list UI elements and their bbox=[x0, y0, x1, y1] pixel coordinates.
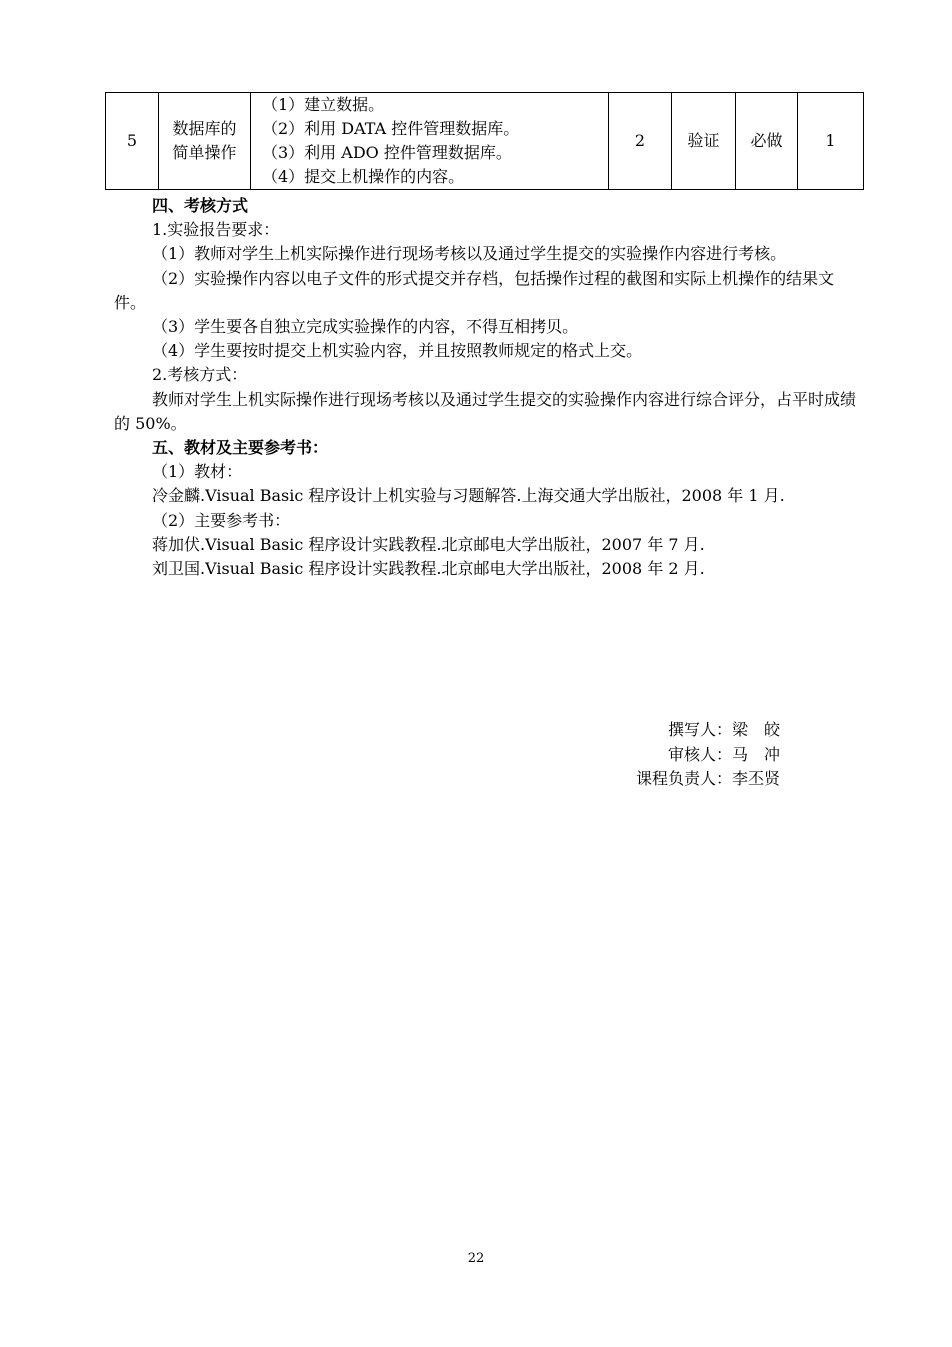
reference-entry: 刘卫国.Visual Basic 程序设计实践教程.北京邮电大学出版社，2008 年 2 月. bbox=[152, 559, 705, 579]
experiment-hours: 2 bbox=[609, 93, 672, 190]
section-heading-books: 五、教材及主要参考书： bbox=[152, 438, 329, 458]
requirement-4: （4）学生要按时提交上机实验内容，并且按照教师规定的格式上交。 bbox=[152, 341, 643, 361]
requirement-1: （1）教师对学生上机实际操作进行现场考核以及通过学生提交的实验操作内容进行考核。 bbox=[152, 244, 787, 264]
section-heading-assessment: 四、考核方式 bbox=[152, 196, 249, 215]
experiment-number: 5 bbox=[106, 93, 159, 190]
experiment-contents bbox=[251, 93, 609, 190]
requirement-3: （3）学生要各自独立完成实验操作的内容，不得互相拷贝。 bbox=[152, 317, 579, 337]
reviewer-signature: 审核人：马 冲 bbox=[667, 744, 780, 764]
assessment-method-text: 教师对学生上机实际操作进行现场考核以及通过学生提交的实验操作内容进行综合评分，占平时成绩的 50%。 bbox=[114, 389, 857, 433]
body-text bbox=[114, 194, 866, 581]
textbook-entry: 冷金麟.Visual Basic 程序设计上机实验与习题解答.上海交通大学出版社，2008 年 1 月. bbox=[152, 486, 785, 506]
experiment-name-line: 简单操作 bbox=[172, 143, 237, 162]
experiment-name-line: 数据库的 bbox=[172, 119, 237, 138]
course-owner-signature: 课程负责人：李丕贤 bbox=[635, 769, 780, 788]
content-item: （1）建立数据。 bbox=[262, 95, 385, 114]
assessment-method-title: 2.考核方式： bbox=[152, 365, 248, 385]
references-title: （2）主要参考书： bbox=[152, 510, 291, 530]
requirement-2: （2）实验操作内容以电子文件的形式提交并存档，包括操作过程的截图和实际上机操作的结果文件。 bbox=[114, 268, 835, 312]
content-item: （3）利用 ADO 控件管理数据库。 bbox=[262, 143, 512, 162]
content-item: （4）提交上机操作的内容。 bbox=[262, 167, 465, 186]
experiment-type: 验证 bbox=[672, 93, 736, 190]
reference-entry: 蒋加伏.Visual Basic 程序设计实践教程.北京邮电大学出版社，2007 年 7 月. bbox=[152, 534, 705, 554]
content-item: （2）利用 DATA 控件管理数据库。 bbox=[262, 119, 520, 138]
signature-block bbox=[560, 718, 780, 792]
experiment-table bbox=[105, 92, 864, 190]
experiment-name bbox=[159, 93, 251, 190]
textbook-title: （1）教材： bbox=[152, 462, 243, 482]
experiment-requirement: 必做 bbox=[736, 93, 798, 190]
table-row bbox=[106, 93, 864, 190]
report-requirements-title: 1.实验报告要求： bbox=[152, 220, 280, 240]
experiment-group: 1 bbox=[798, 93, 864, 190]
writer-signature: 撰写人：梁 皎 bbox=[667, 720, 780, 739]
page-number: 22 bbox=[467, 1251, 485, 1266]
